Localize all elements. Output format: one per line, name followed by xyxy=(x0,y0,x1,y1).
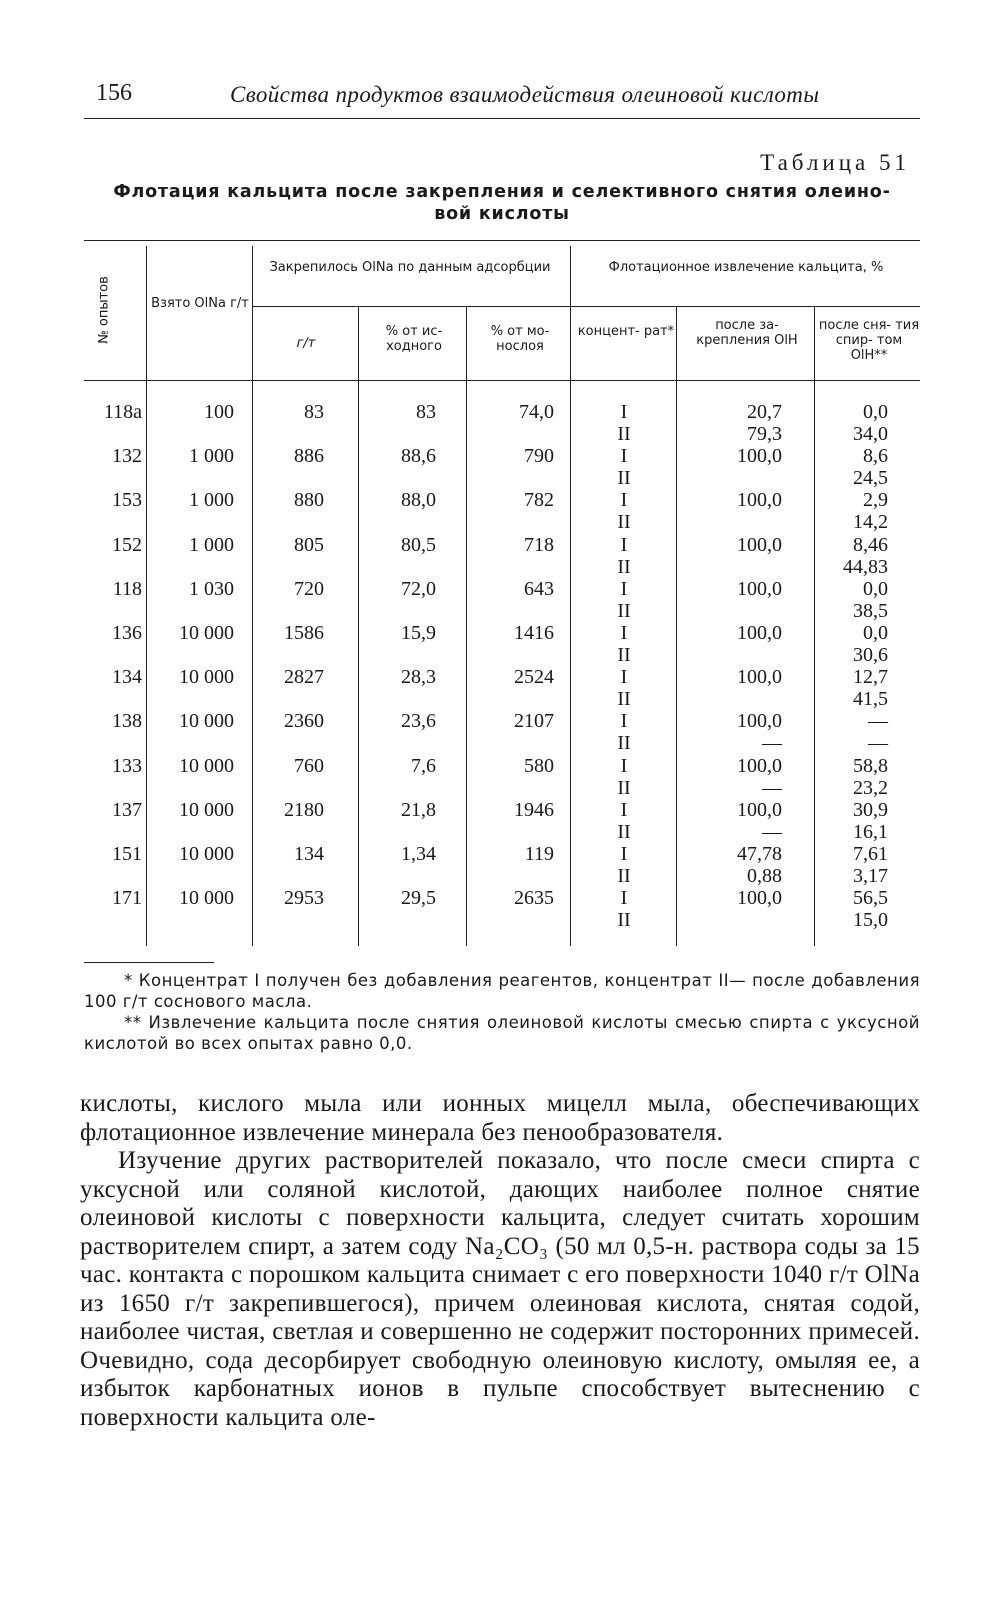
cell-taken: 10 000 xyxy=(179,666,234,689)
cell-r2: 16,1 xyxy=(853,820,888,843)
cell-c2: II xyxy=(617,820,631,843)
data-table xyxy=(84,240,920,956)
cell-fixed: 880 xyxy=(294,489,324,512)
column-rule xyxy=(570,246,571,946)
cell-pct-mono: 782 xyxy=(524,489,554,512)
cell-c1: I xyxy=(620,401,628,423)
cell-a1: 100,0 xyxy=(737,622,782,644)
cell-r2: 23,2 xyxy=(853,776,888,799)
cell-a1: 100,0 xyxy=(737,887,782,910)
cell-taken: 10 000 xyxy=(179,754,234,777)
column-rule xyxy=(814,306,815,946)
cell-a1: 100,0 xyxy=(737,533,782,556)
cell-a1: 100,0 xyxy=(737,754,782,777)
cell-a1: 100,0 xyxy=(737,666,782,689)
cell-fixed: 886 xyxy=(294,445,324,468)
cell-r2: 44,83 xyxy=(843,555,888,578)
cell-r1: 30,9 xyxy=(853,798,888,821)
cell-id: 153 xyxy=(112,489,142,512)
footnotes xyxy=(84,970,920,1054)
cell-r1: 0,0 xyxy=(863,622,888,644)
cell-pct-mono: 74,0 xyxy=(519,401,554,423)
header-fixed-gt: г/т xyxy=(296,336,316,351)
header-concentrate: концент- рат* xyxy=(577,324,675,339)
cell-pct-mono: 2635 xyxy=(514,887,554,910)
column-rule xyxy=(676,306,677,946)
cell-c2: II xyxy=(617,776,631,799)
cell-id: 137 xyxy=(112,798,142,821)
table-caption-line: вой кислоты xyxy=(434,204,570,224)
cell-pct-init: 7,6 xyxy=(411,754,436,777)
paragraph: кислоты, кислого мыла или ионных мицелл мыла, обеспечивающих флотационное извлечение минерала без пенообразователя. xyxy=(80,1090,920,1146)
cell-id: 132 xyxy=(112,445,142,468)
cell-a1: 20,7 xyxy=(747,401,782,423)
cell-r2: 38,5 xyxy=(853,599,888,622)
cell-c2: II xyxy=(617,511,631,534)
cell-fixed: 760 xyxy=(294,754,324,777)
cell-c2: II xyxy=(617,644,631,666)
cell-c1: I xyxy=(620,533,628,556)
cell-pct-mono: 718 xyxy=(524,533,554,556)
cell-id: 151 xyxy=(112,843,142,865)
cell-c2: II xyxy=(617,865,631,887)
cell-fixed: 2827 xyxy=(284,666,324,689)
cell-pct-init: 72,0 xyxy=(401,577,436,600)
cell-r1: 56,5 xyxy=(853,887,888,910)
header-after-removal: после сня- тия спир- том OlH** xyxy=(818,318,920,363)
footnote: ** Извлечение кальцита после снятия олеиновой кислоты смесью спирта с уксусной кислотой во всех опытах равно 0,0. xyxy=(84,1013,920,1053)
cell-a1: 100,0 xyxy=(737,710,782,733)
cell-r2: 34,0 xyxy=(853,423,888,445)
header-after-fix: после за- крепления OlH xyxy=(696,318,798,348)
cell-taken: 1 030 xyxy=(189,577,234,600)
cell-pct-init: 23,6 xyxy=(401,710,436,733)
cell-taken: 10 000 xyxy=(179,798,234,821)
cell-taken: 1 000 xyxy=(189,445,234,468)
cell-taken: 10 000 xyxy=(179,710,234,733)
cell-r1: 8,6 xyxy=(863,445,888,468)
cell-c2: II xyxy=(617,688,631,711)
page-header xyxy=(80,78,922,118)
cell-r2: 15,0 xyxy=(853,909,888,932)
cell-pct-mono: 1416 xyxy=(514,622,554,644)
cell-pct-init: 15,9 xyxy=(401,622,436,644)
cell-r1: 7,61 xyxy=(853,843,888,865)
cell-id: 118 xyxy=(112,577,142,600)
cell-fixed: 83 xyxy=(304,401,324,423)
cell-id: 152 xyxy=(112,533,142,556)
cell-a2: — xyxy=(762,820,782,843)
cell-r1: 58,8 xyxy=(853,754,888,777)
cell-pct-init: 28,3 xyxy=(401,666,436,689)
cell-c2: II xyxy=(617,555,631,578)
cell-a1: 47,78 xyxy=(737,843,782,865)
cell-taken: 10 000 xyxy=(179,843,234,865)
column-rule xyxy=(146,246,147,946)
cell-fixed: 134 xyxy=(294,843,324,865)
cell-fixed: 2360 xyxy=(284,710,324,733)
cell-taken: 10 000 xyxy=(179,622,234,644)
header-taken: Взято OlNa г/т xyxy=(151,296,249,311)
cell-pct-init: 88,6 xyxy=(401,445,436,468)
cell-r2: 41,5 xyxy=(853,688,888,711)
header-rule xyxy=(84,118,920,119)
cell-pct-mono: 580 xyxy=(524,754,554,777)
running-title: Свойства продуктов взаимодействия олеиновой кислоты xyxy=(230,82,820,107)
cell-pct-init: 83 xyxy=(416,401,436,423)
paragraph: Изучение других растворителей показало, что после смеси спирта с уксусной или соляной кислотой, дающих наиболее полное снятие олеиновой кислоты с поверхности кальцита, следует считать хорошим растворителем спирт, а затем соду Na₂CO₃ (50 мл 0,5-н. раствора соды за 15 час. контакта с порошком кальцита снимает с его поверхности 1040 г/т OlNa из 1650 г/т закрепившегося), причем олеиновая кислота, снятая содой, наиболее чистая, светлая и совершенно не содержит посторонних примесей. Очевидно, сода десорбирует свободную олеиновую кислоту, омыляя ее, а избыток карбонатных ионов в пульпе способствует вытеснению с поверхности кальцита оле- xyxy=(80,1147,920,1431)
cell-pct-mono: 790 xyxy=(524,445,554,468)
cell-fixed: 2953 xyxy=(284,887,324,910)
header-bottom-rule xyxy=(84,380,920,381)
cell-r2: 24,5 xyxy=(853,467,888,490)
header-pct-initial: % от ис- ходного xyxy=(385,324,443,354)
cell-r1: 12,7 xyxy=(853,666,888,689)
cell-pct-init: 21,8 xyxy=(401,798,436,821)
column-rule xyxy=(252,246,253,946)
cell-r1: 0,0 xyxy=(863,401,888,423)
column-rule xyxy=(466,306,467,946)
cell-fixed: 1586 xyxy=(284,622,324,644)
column-rule xyxy=(358,306,359,946)
page-number: 156 xyxy=(96,80,132,106)
cell-c1: I xyxy=(620,445,628,468)
cell-pct-mono: 119 xyxy=(524,843,554,865)
cell-fixed: 720 xyxy=(294,577,324,600)
cell-pct-init: 88,0 xyxy=(401,489,436,512)
cell-r1: 0,0 xyxy=(863,577,888,600)
cell-taken: 1 000 xyxy=(189,489,234,512)
cell-a2: 0,88 xyxy=(747,865,782,887)
cell-fixed: 805 xyxy=(294,533,324,556)
table-caption-line: Флотация кальцита после закрепления и селективного снятия олеино- xyxy=(113,182,891,202)
header-flot-group: Флотационное извлечение кальцита, % xyxy=(608,260,884,275)
cell-id: 134 xyxy=(112,666,142,689)
cell-fixed: 2180 xyxy=(284,798,324,821)
cell-id: 136 xyxy=(112,622,142,644)
cell-id: 133 xyxy=(112,754,142,777)
footnote: * Концентрат I получен без добавления реагентов, концентрат II— после добавления 100 г/т соснового масла. xyxy=(84,971,920,1011)
cell-pct-init: 1,34 xyxy=(401,843,436,865)
cell-taken: 1 000 xyxy=(189,533,234,556)
cell-c2: II xyxy=(617,467,631,490)
table-caption xyxy=(84,181,920,225)
cell-pct-init: 29,5 xyxy=(401,887,436,910)
cell-c2: II xyxy=(617,599,631,622)
cell-c2: II xyxy=(617,423,631,445)
cell-c2: II xyxy=(617,909,631,932)
cell-id: 138 xyxy=(112,710,142,733)
cell-c1: I xyxy=(620,887,628,910)
cell-a1: 100,0 xyxy=(737,798,782,821)
cell-c1: I xyxy=(620,754,628,777)
table-top-rule xyxy=(84,240,920,241)
cell-a2: — xyxy=(762,776,782,799)
cell-c1: I xyxy=(620,798,628,821)
cell-r1: 8,46 xyxy=(853,533,888,556)
header-num: № опытов xyxy=(96,276,112,344)
table-label: Таблица 51 xyxy=(760,150,910,175)
cell-r2: 30,6 xyxy=(853,644,888,666)
cell-c1: I xyxy=(620,489,628,512)
header-sub-rule xyxy=(252,306,920,307)
cell-pct-mono: 643 xyxy=(524,577,554,600)
cell-c1: I xyxy=(620,622,628,644)
cell-a1: 100,0 xyxy=(737,489,782,512)
cell-c1: I xyxy=(620,843,628,865)
cell-pct-mono: 1946 xyxy=(514,798,554,821)
footnote-rule xyxy=(84,962,214,963)
cell-id: 118a xyxy=(103,401,142,423)
header-fixed-group: Закрепилось OlNa по данным адсорбции xyxy=(269,260,551,275)
cell-a2: — xyxy=(762,732,782,755)
cell-pct-mono: 2107 xyxy=(514,710,554,733)
cell-id: 171 xyxy=(112,887,142,910)
cell-r2: 3,17 xyxy=(853,865,888,887)
cell-c2: II xyxy=(617,732,631,755)
cell-pct-init: 80,5 xyxy=(401,533,436,556)
cell-taken: 100 xyxy=(204,401,234,423)
cell-r2: — xyxy=(868,732,888,755)
cell-a2: 79,3 xyxy=(747,423,782,445)
cell-taken: 10 000 xyxy=(179,887,234,910)
cell-c1: I xyxy=(620,710,628,733)
cell-c1: I xyxy=(620,577,628,600)
cell-c1: I xyxy=(620,666,628,689)
body-text xyxy=(80,1090,920,1432)
header-pct-monolayer: % от мо- нослоя xyxy=(490,324,550,354)
cell-a1: 100,0 xyxy=(737,445,782,468)
cell-r1: 2,9 xyxy=(863,489,888,512)
cell-r1: — xyxy=(868,710,888,733)
cell-pct-mono: 2524 xyxy=(514,666,554,689)
cell-a1: 100,0 xyxy=(737,577,782,600)
cell-r2: 14,2 xyxy=(853,511,888,534)
